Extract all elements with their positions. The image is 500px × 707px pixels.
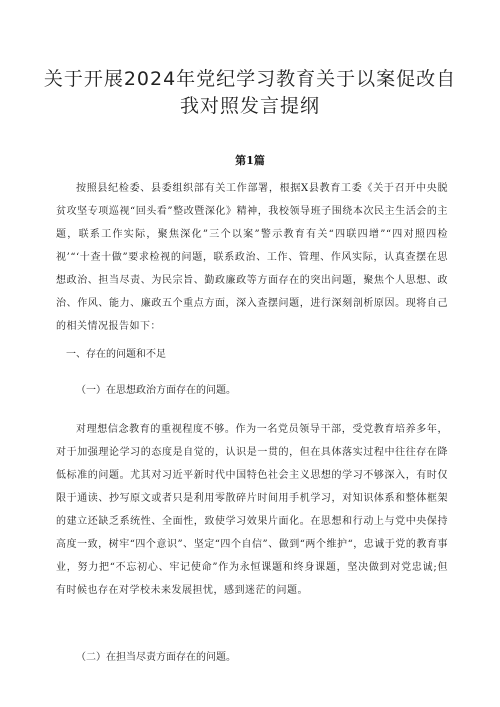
heading-problems: 一、存在的问题和不足 bbox=[66, 349, 166, 360]
document-title: 关于开展2024年党纪学习教育关于以案促改自我对照发言提纲 bbox=[43, 68, 457, 117]
subheading-ideology-politics: （一）在思想政治方面存在的问题。 bbox=[76, 385, 236, 396]
intro-paragraph: 按照县纪检委、县委组织部有关工作部署，根据X县教育工委《关于召开中央脱贫攻坚专项巡视“回头看”整改暨深化》精神，我校领导班子围绕本次民主生活会的主题，联系工作实际，聚焦深化”三个以案”警示教育有关“四联四增”“四对照四检视’“‘十查十做”要求检视的问题，联系政治、工作、管理、作风实际，认真查摆在思想政治、担当尽责、为民宗旨、勤政廉政等方面存在的突出问题，聚焦个人思想、政治、作风、能力、廉政五个重点方面，深入查摆问题，进行深刻剖析原因。现将自己的相关情况报告如下： bbox=[56, 183, 448, 332]
ideology-paragraph: 对理想信念教育的重视程度不够。作为一名党员领导干部，受党教育培养多年，对于加强理论学习的态度是自觉的，认识是一贯的，但在具体落实过程中往往存在降低标准的问题。尤其对习近平新时代中国特色社会主义思想的学习不够深入，有时仅限于通读、抄写原文或者只是利用零散碎片时间用手机学习，对知识体系和整体框架的建立还缺乏系统性、全面性，致使学习效果片面化。在思想和行动上与党中央保持高度一致，树牢“四个意识”、坚定“四个自信”、做到“两个维护“，忠诚于党的教育事业，努力把“不忘初心、牢记使命”作为永恒课题和终身课题，坚决做到对党忠诚;但有时候也存在对学校未来发展担忧，感到迷茫的问题。 bbox=[56, 424, 448, 596]
section-heading: 第1篇 bbox=[235, 154, 265, 167]
subheading-responsibility: （二）在担当尽责方面存在的问题。 bbox=[76, 652, 236, 663]
